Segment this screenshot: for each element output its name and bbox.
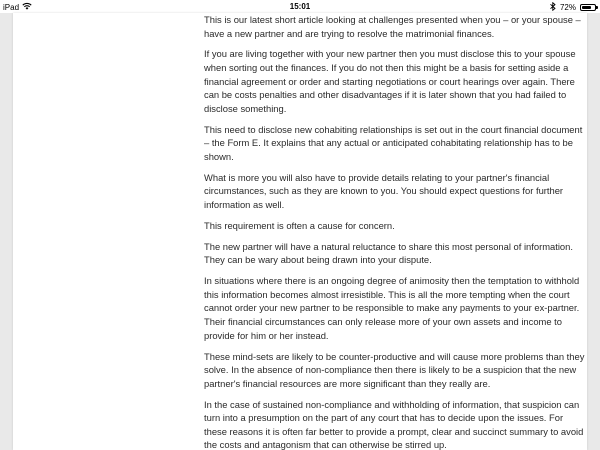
- device-name: iPad: [3, 2, 20, 12]
- article-paragraph: In situations where there is an ongoing degree of animosity then the temptation to withhold this information becomes almost irresistible. This is all the more tempting when the court cannot order your new partner to be responsible to make any payments to your ex-partner. Their financial circumstances can only release more of your own assets and income to provide for him or her instead.: [204, 275, 580, 341]
- article-paragraph: What is more you will also have to provide details relating to your partner's financial circumstances, such as they are known to you. You should expect questions for further information as well.: [204, 171, 564, 211]
- article-paragraph: This requirement is often a cause for concern.: [204, 219, 395, 231]
- status-bar: [0, 0, 600, 13]
- article-paragraph: This need to disclose new cohabiting relationships is set out in the court financial document – the Form E. It explains that any actual or anticipated cohabitating relationship has to be shown.: [204, 123, 583, 162]
- article-body: [204, 13, 587, 450]
- status-right: [550, 2, 596, 13]
- article-paragraph: This is our latest short article looking at challenges presented when you – or your spouse – have a new partner and are trying to resolve the matrimonial finances.: [204, 14, 581, 39]
- article-paragraph: The new partner will have a natural reluctance to share this most personal of information. They can be wary about being drawn into your dispute.: [204, 240, 573, 266]
- article-paragraph: If you are living together with your new partner then you must disclose this to your spouse when sorting out the finances. If you do not then this might be a basis for setting aside a financial agreement or order and starting negotiations or court hearings over again. There can be costs penalties and other disadvantages if it is later shown that you had failed to disclose something.: [204, 48, 576, 114]
- document-page[interactable]: [13, 13, 587, 450]
- article-paragraph: In the case of sustained non-compliance and withholding of information, that suspicion can turn into a presumption on the part of any court that has to decide upon the issues. For these reasons it is often far better to provide a prompt, clear and succinct summary to avoid the costs and antagonism that can otherwise be stirred up.: [204, 398, 584, 450]
- battery-percentage: 72%: [559, 3, 576, 12]
- clock: 15:01: [289, 2, 311, 11]
- bluetooth-icon: [550, 2, 556, 13]
- article-paragraph: These mind-sets are likely to be counter-productive and will cause more problems than they solve. In the absence of non-compliance then there is likely to be a suspicion that the new partner's financial resources are more significant than they really are.: [204, 350, 585, 389]
- battery-icon: [580, 4, 596, 11]
- battery-fill: [582, 6, 591, 9]
